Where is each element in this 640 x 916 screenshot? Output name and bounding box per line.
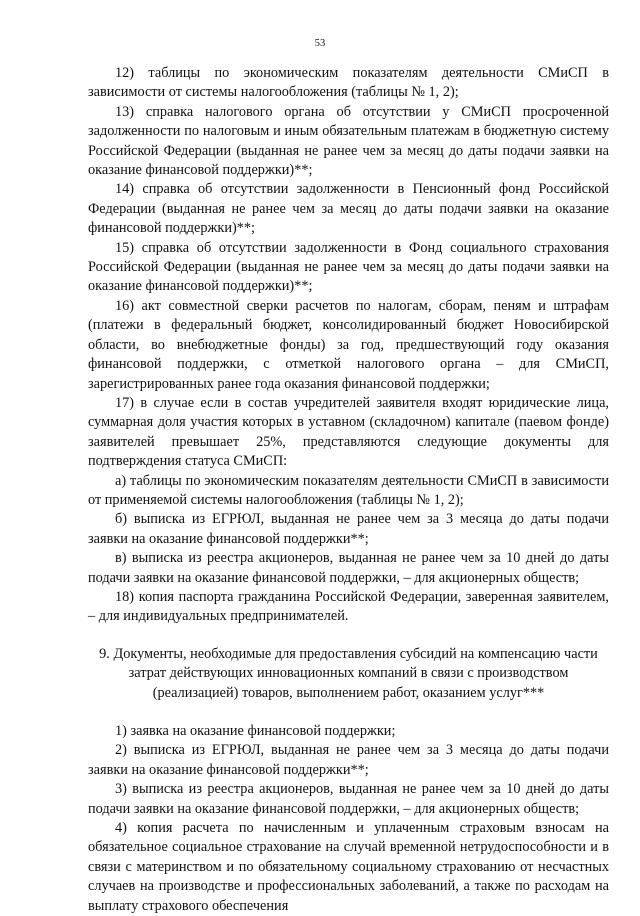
sub-list-item: б) выписка из ЕГРЮЛ, выданная не ранее чем за 3 месяца до даты подачи заявки на оказание финансовой поддержки**; bbox=[88, 511, 609, 547]
list-item: 2) выписка из ЕГРЮЛ, выданная не ранее чем за 3 месяца до даты подачи заявки на оказание финансовой поддержки**; bbox=[88, 742, 609, 778]
section-heading: 9. Документы, необходимые для предоставления субсидий на компенсацию части затрат действующих инновационных компаний в связи с производством (реализацией) товаров, выполнением работ, оказанием услуг*** bbox=[99, 645, 598, 701]
sub-list-item: в) выписка из реестра акционеров, выданная не ранее чем за 10 дней до даты подачи заявки на оказание финансовой поддержки, – для акционерных обществ; bbox=[88, 550, 609, 586]
list-item: 15) справка об отсутствии задолженности в Фонд социального страхования Российской Федерации (выданная не ранее чем за месяц до даты подачи заявки на оказание финансовой поддержки)**; bbox=[88, 239, 609, 295]
list-item: 4) копия расчета по начисленным и уплаченным страховым взносам на обязательное социальное страхование на случай временной нетрудоспособности и в связи с материнством и по обязательному социальному страхованию от несчастных случаев на производстве и профессиональных заболеваний, а также по расходам на выплату страхового обеспечения bbox=[88, 820, 609, 914]
list-item: 3) выписка из реестра акционеров, выданная не ранее чем за 10 дней до даты подачи заявки на оказание финансовой поддержки, – для акционерных обществ; bbox=[88, 781, 609, 817]
list-item: 14) справка об отсутствии задолженности в Пенсионный фонд Российской Федерации (выданная не ранее чем за месяц до даты подачи заявки на оказание финансовой поддержки)**; bbox=[88, 181, 609, 237]
section-9-documents-list bbox=[88, 722, 609, 916]
page-number: 53 bbox=[314, 38, 326, 49]
list-item: 16) акт совместной сверки расчетов по налогам, сборам, пеням и штрафам (платежи в федеральный бюджет, консолидированный бюджет Новосибирской области, во внебюджетные фонды) за год, предшествующий году оказания финансовой поддержки, с отметкой налогового органа – для СМиСП, зарегистрированных ранее года оказания финансовой поддержки; bbox=[88, 297, 609, 392]
document-body bbox=[88, 64, 609, 916]
list-item: 12) таблицы по экономическим показателям деятельности СМиСП в зависимости от системы налогообложения (таблицы № 1, 2); bbox=[88, 65, 609, 101]
sub-list-item: а) таблицы по экономическим показателям деятельности СМиСП в зависимости от применяемой системы налогообложения (таблицы № 1, 2); bbox=[88, 472, 609, 508]
list-item: 17) в случае если в состав учредителей заявителя входят юридические лица, суммарная доля участия которых в уставном (складочном) капитале (паевом фонде) заявителей превышает 25%, представляются следующие документы для подтверждения статуса СМиСП: bbox=[88, 394, 609, 470]
list-item: 18) копия паспорта гражданина Российской Федерации, заверенная заявителем, – для индивидуальных предпринимателей. bbox=[88, 588, 609, 625]
list-item: 1) заявка на оказание финансовой поддержки; bbox=[115, 723, 396, 739]
list-item: 13) справка налогового органа об отсутствии у СМиСП просроченной задолженности по налоговым и иным обязательным платежам в бюджетную систему Российской Федерации (выданная не ранее чем за месяц до даты подачи заявки на оказание финансовой поддержки)**; bbox=[88, 103, 609, 179]
requirements-list-continued bbox=[88, 64, 609, 627]
